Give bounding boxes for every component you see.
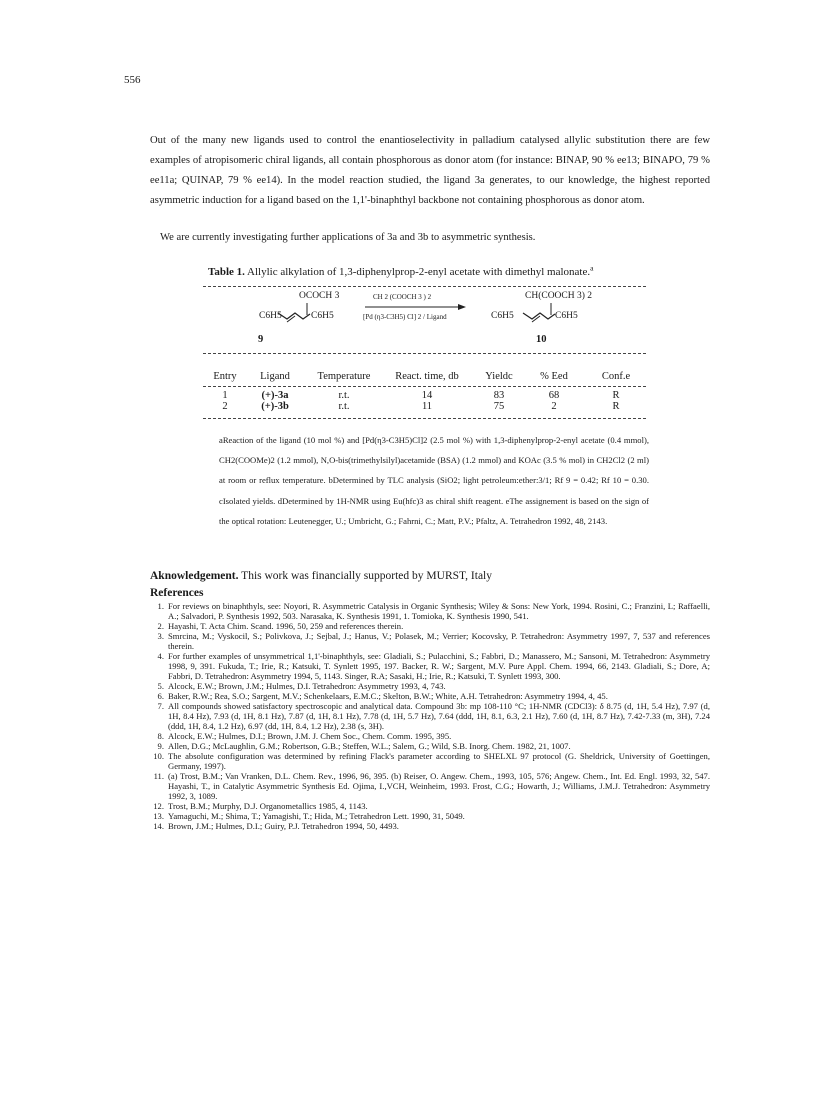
reference-item bbox=[150, 751, 710, 771]
reference-text: All compounds showed satisfactory spectroscopic and analytical data. Compound 3b: mp 108-110 °C; 1H-NMR (CDCl3): δ 8.75 (d, 1H, 5.4 Hz), 7.97 (d, 1H, 8.4 Hz), 7.93 (d, 1H, 8.1 Hz), 7.87 (d, 1H, 8.1 Hz), 7.78 (d, 1H, 5.7 Hz), 7.64 (ddd, 1H, 8.1, 6.3, 2.1 Hz), 7.60 (d, 1H, 8.7 Hz), 7.42-7.33 (m, 3H), 7.24 (ddd, 1H, 8.4, 1.2 Hz), 6.97 (dd, 1H, 8.4, 1.2 Hz), 2.38 (s, 3H). bbox=[168, 701, 710, 731]
table-rule bbox=[203, 418, 646, 419]
acknowledgement-heading: Aknowledgement. bbox=[150, 570, 239, 582]
table-cell: R bbox=[612, 390, 620, 401]
reference-text: Trost, B.M.; Murphy, D.J. Organometallics 1985, 4, 1143. bbox=[168, 801, 368, 811]
table-cell: 11 bbox=[421, 401, 433, 412]
table-cell: r.t. bbox=[338, 401, 350, 412]
reference-text: Allen, D.G.; McLaughlin, G.M.; Robertson, G.B.; Steffen, W.L.; Salem, G.; Wild, S.B. Inorg. Chem. 1982, 21, 1007. bbox=[168, 741, 571, 751]
table-header-ligand: Ligand bbox=[260, 371, 290, 382]
reference-text: For further examples of unsymmetrical 1,1'-binaphthyls, see: Gladiali, S.; Pulacchini, S.; Fabbri, D.; Manassero, M.; Sansoni, M. Tetrahedron: Asymmetry 1998, 9, 391. Fukuda, T.; Irie, R.; Katsuki, T. Synlett 1995, 197. Backer, R. W.; Sargent, M.V. Pure Appl. Chem. 1994, 66, 2143. Gladiali, S.; Dore, A; Fabbri, D. Tetrahedron: Asymmetry 1994, 5, 1143. Singer, R.A; Sasaki, H.; Irie, R.; Katsuki, T. Synlett 1993, 300. bbox=[168, 651, 710, 681]
body-paragraph: We are currently investigating further applications of 3a and 3b to asymmetric synthesis. bbox=[160, 232, 536, 243]
table-footnote: aReaction of the ligand (10 mol %) and [Pd(η3-C3H5)Cl]2 (2.5 mol %) with 1,3-diphenylprop-2-enyl acetate (0.4 mmol), CH2(COOMe)2 (1.2 mmol), N,O-bis(trimethylsilyl)acetamide (BSA) (1.2 mmol) and KOAc (3.5 % mol) in CH2Cl2 (2 ml) at room or reflux temperature. bDetermined by TLC analysis (SiO2; light petroleum:ether:3/1; Rf 9 = 0.42; Rf 10 = 0.30. cIsolated yields. dDetermined by 1H-NMR using Eu(hfc)3 as chiral shift reagent. eThe assignement is based on the sign of the optical rotation: Leutenegger, U.; Umbricht, G.; Fahrni, C.; Matt, P.V.; Pfaltz, A. Tetrahedron 1992, 48, 2143. bbox=[219, 435, 649, 526]
substrate-number: 9 bbox=[258, 334, 264, 345]
reference-number: 7 . bbox=[150, 701, 164, 711]
table-cell: 2 bbox=[222, 401, 228, 412]
reference-number: 3 . bbox=[150, 631, 164, 641]
reference-text: Alcock, E.W.; Brown, J.M.; Hulmes, D.I. Tetrahedron: Asymmetry 1993, 4, 743. bbox=[168, 681, 446, 691]
reference-item bbox=[150, 741, 710, 751]
reference-item bbox=[150, 651, 710, 681]
reference-number: 10 . bbox=[150, 751, 164, 761]
table-caption bbox=[208, 263, 594, 278]
table-cell: 75 bbox=[493, 401, 505, 412]
table-cell: 68 bbox=[548, 390, 560, 401]
reference-number: 2 . bbox=[150, 621, 164, 631]
substrate-right-label: C6H5 bbox=[311, 311, 334, 321]
table-cell: (+)-3b bbox=[261, 401, 289, 412]
reference-text: Yamaguchi, M.; Shima, T.; Yamagishi, T.; Hida, M.; Tetrahedron Lett. 1990, 31, 5049. bbox=[168, 811, 465, 821]
reference-item bbox=[150, 691, 710, 701]
reference-item bbox=[150, 631, 710, 651]
page-number: 556 bbox=[124, 74, 141, 86]
reference-item bbox=[150, 701, 710, 731]
reference-item bbox=[150, 621, 710, 631]
table-cell: 14 bbox=[421, 390, 433, 401]
table-cell: 2 bbox=[551, 401, 557, 412]
reference-text: (a) Trost, B.M.; Van Vranken, D.L. Chem. Rev., 1996, 96, 395. (b) Reiser, O. Angew. Chem., 1993, 105, 576; Angew. Chem., Int. Ed. Engl. 1993, 32, 547. Hayashi, T., in Catalytic Asymmetric Synthesis Ed. Ojima, I.,VCH, Weinheim, 1993. Frost, C.G.; Howarth, J.; Williams, J.M.J. Tetrahedron: Asymmetry 1992, 3, 1089. bbox=[168, 771, 710, 801]
reference-item bbox=[150, 811, 710, 821]
reference-text: For reviews on binaphthyls, see: Noyori, R. Asymmetric Catalysis in Organic Synthesis; Wiley & Sons: New York, 1994. Rosini, C.; Franzini, L; Raffaelli, A.; Salvadori, P. Synthesis 1992, 503. Narasaka, K. Synthesis 1991, 1. Tomioka, K. Synthesis 1990, 541. bbox=[168, 601, 710, 621]
table-rule bbox=[203, 353, 646, 354]
reference-number: 11 . bbox=[150, 771, 164, 781]
reference-number: 14 . bbox=[150, 821, 164, 831]
reference-number: 8 . bbox=[150, 731, 164, 741]
table-rule bbox=[203, 286, 646, 287]
reference-number: 4 . bbox=[150, 651, 164, 661]
product-right-label: C6H5 bbox=[555, 311, 578, 321]
reference-text: Smrcina, M.; Vyskocil, S.; Polivkova, J.; Sejbal, J.; Hanus, V.; Polasek, M.; Verrier; Kocovsky, P. Tetrahedron: Asymmetry 1997, 7, 537 and references therein. bbox=[168, 631, 710, 651]
table-cell: R bbox=[612, 401, 620, 412]
product-left-label: C6H5 bbox=[491, 311, 514, 321]
table-header-temperature: Temperature bbox=[317, 371, 371, 382]
acknowledgement-text: This work was financially supported by MURST, Italy bbox=[241, 570, 493, 582]
table-header-react-time: React. time, db bbox=[395, 371, 459, 382]
product-number: 10 bbox=[536, 334, 547, 345]
reference-number: 6 . bbox=[150, 691, 164, 701]
reference-item bbox=[150, 771, 710, 801]
reagent-top-label: CH 2 (COOCH 3 ) 2 bbox=[373, 293, 432, 301]
reference-text: The absolute configuration was determined by refining Flack's parameter according to SHELXL 97 protocol (G. Sheldrick, University of Goettingen, Germany, 1997). bbox=[168, 751, 710, 771]
table-caption-label: Table 1. bbox=[208, 266, 245, 278]
reference-number: 12 . bbox=[150, 801, 164, 811]
reference-item bbox=[150, 821, 710, 831]
table-cell: (+)-3a bbox=[261, 390, 289, 401]
reference-number: 5 . bbox=[150, 681, 164, 691]
table-rule bbox=[203, 386, 646, 387]
substrate-group-label: OCOCH 3 bbox=[299, 291, 340, 301]
references-list bbox=[150, 601, 710, 831]
reference-number: 9 . bbox=[150, 741, 164, 751]
table-header-conf: Conf.e bbox=[601, 371, 631, 382]
reference-item bbox=[150, 601, 710, 621]
table-cell: 1 bbox=[222, 390, 228, 401]
table-caption-text: Allylic alkylation of 1,3-diphenylprop-2-enyl acetate with dimethyl malonate. bbox=[247, 266, 591, 278]
reference-number: 13 . bbox=[150, 811, 164, 821]
reference-item bbox=[150, 801, 710, 811]
reference-item bbox=[150, 681, 710, 691]
reference-item bbox=[150, 731, 710, 741]
reference-text: Alcock, E.W.; Hulmes, D.I.; Brown, J.M. J. Chem Soc., Chem. Comm. 1995, 395. bbox=[168, 731, 452, 741]
reference-text: Hayashi, T. Acta Chim. Scand. 1996, 50, 259 and references therein. bbox=[168, 621, 404, 631]
product-group-label: CH(COOCH 3) 2 bbox=[525, 291, 593, 301]
acknowledgement bbox=[150, 570, 492, 582]
reagent-bottom-label: [Pd (η3-C3H5) Cl] 2 / Ligand bbox=[363, 313, 447, 321]
body-paragraph: Out of the many new ligands used to control the enantioselectivity in palladium catalysed allylic substitution there are few examples of atropisomeric chiral ligands, all contain phosphorous as donor atom (for instance: BINAP, 90 % ee13; BINAPO, 79 % ee11a; QUINAP, 79 % ee14). In the model reaction studied, the ligand 3a generates, to our knowledge, the highest reported asymmetric induction for a ligand based on the 1,1'-binaphthyl backbone not containing phosphorous as donor atom. bbox=[150, 135, 710, 206]
reference-text: Baker, R.W.; Rea, S.O.; Sargent, M.V.; Schenkelaars, E.M.C.; Skelton, B.W.; White, A.H. Tetrahedron: Asymmetry 1994, 4, 45. bbox=[168, 691, 608, 701]
table-cell: r.t. bbox=[338, 390, 350, 401]
reaction-scheme bbox=[203, 291, 646, 351]
table-caption-footnote-mark: a bbox=[590, 263, 594, 273]
table-header-ee: % Eed bbox=[540, 371, 568, 382]
table-header-entry: Entry bbox=[213, 371, 237, 382]
references-heading: References bbox=[150, 587, 204, 599]
substrate-left-label: C6H5 bbox=[259, 311, 282, 321]
reference-number: 1 . bbox=[150, 601, 164, 611]
reference-text: Brown, J.M.; Hulmes, D.I.; Guiry, P.J. Tetrahedron 1994, 50, 4493. bbox=[168, 821, 399, 831]
table-header-yield: Yieldc bbox=[485, 371, 513, 382]
table-cell: 83 bbox=[493, 390, 505, 401]
